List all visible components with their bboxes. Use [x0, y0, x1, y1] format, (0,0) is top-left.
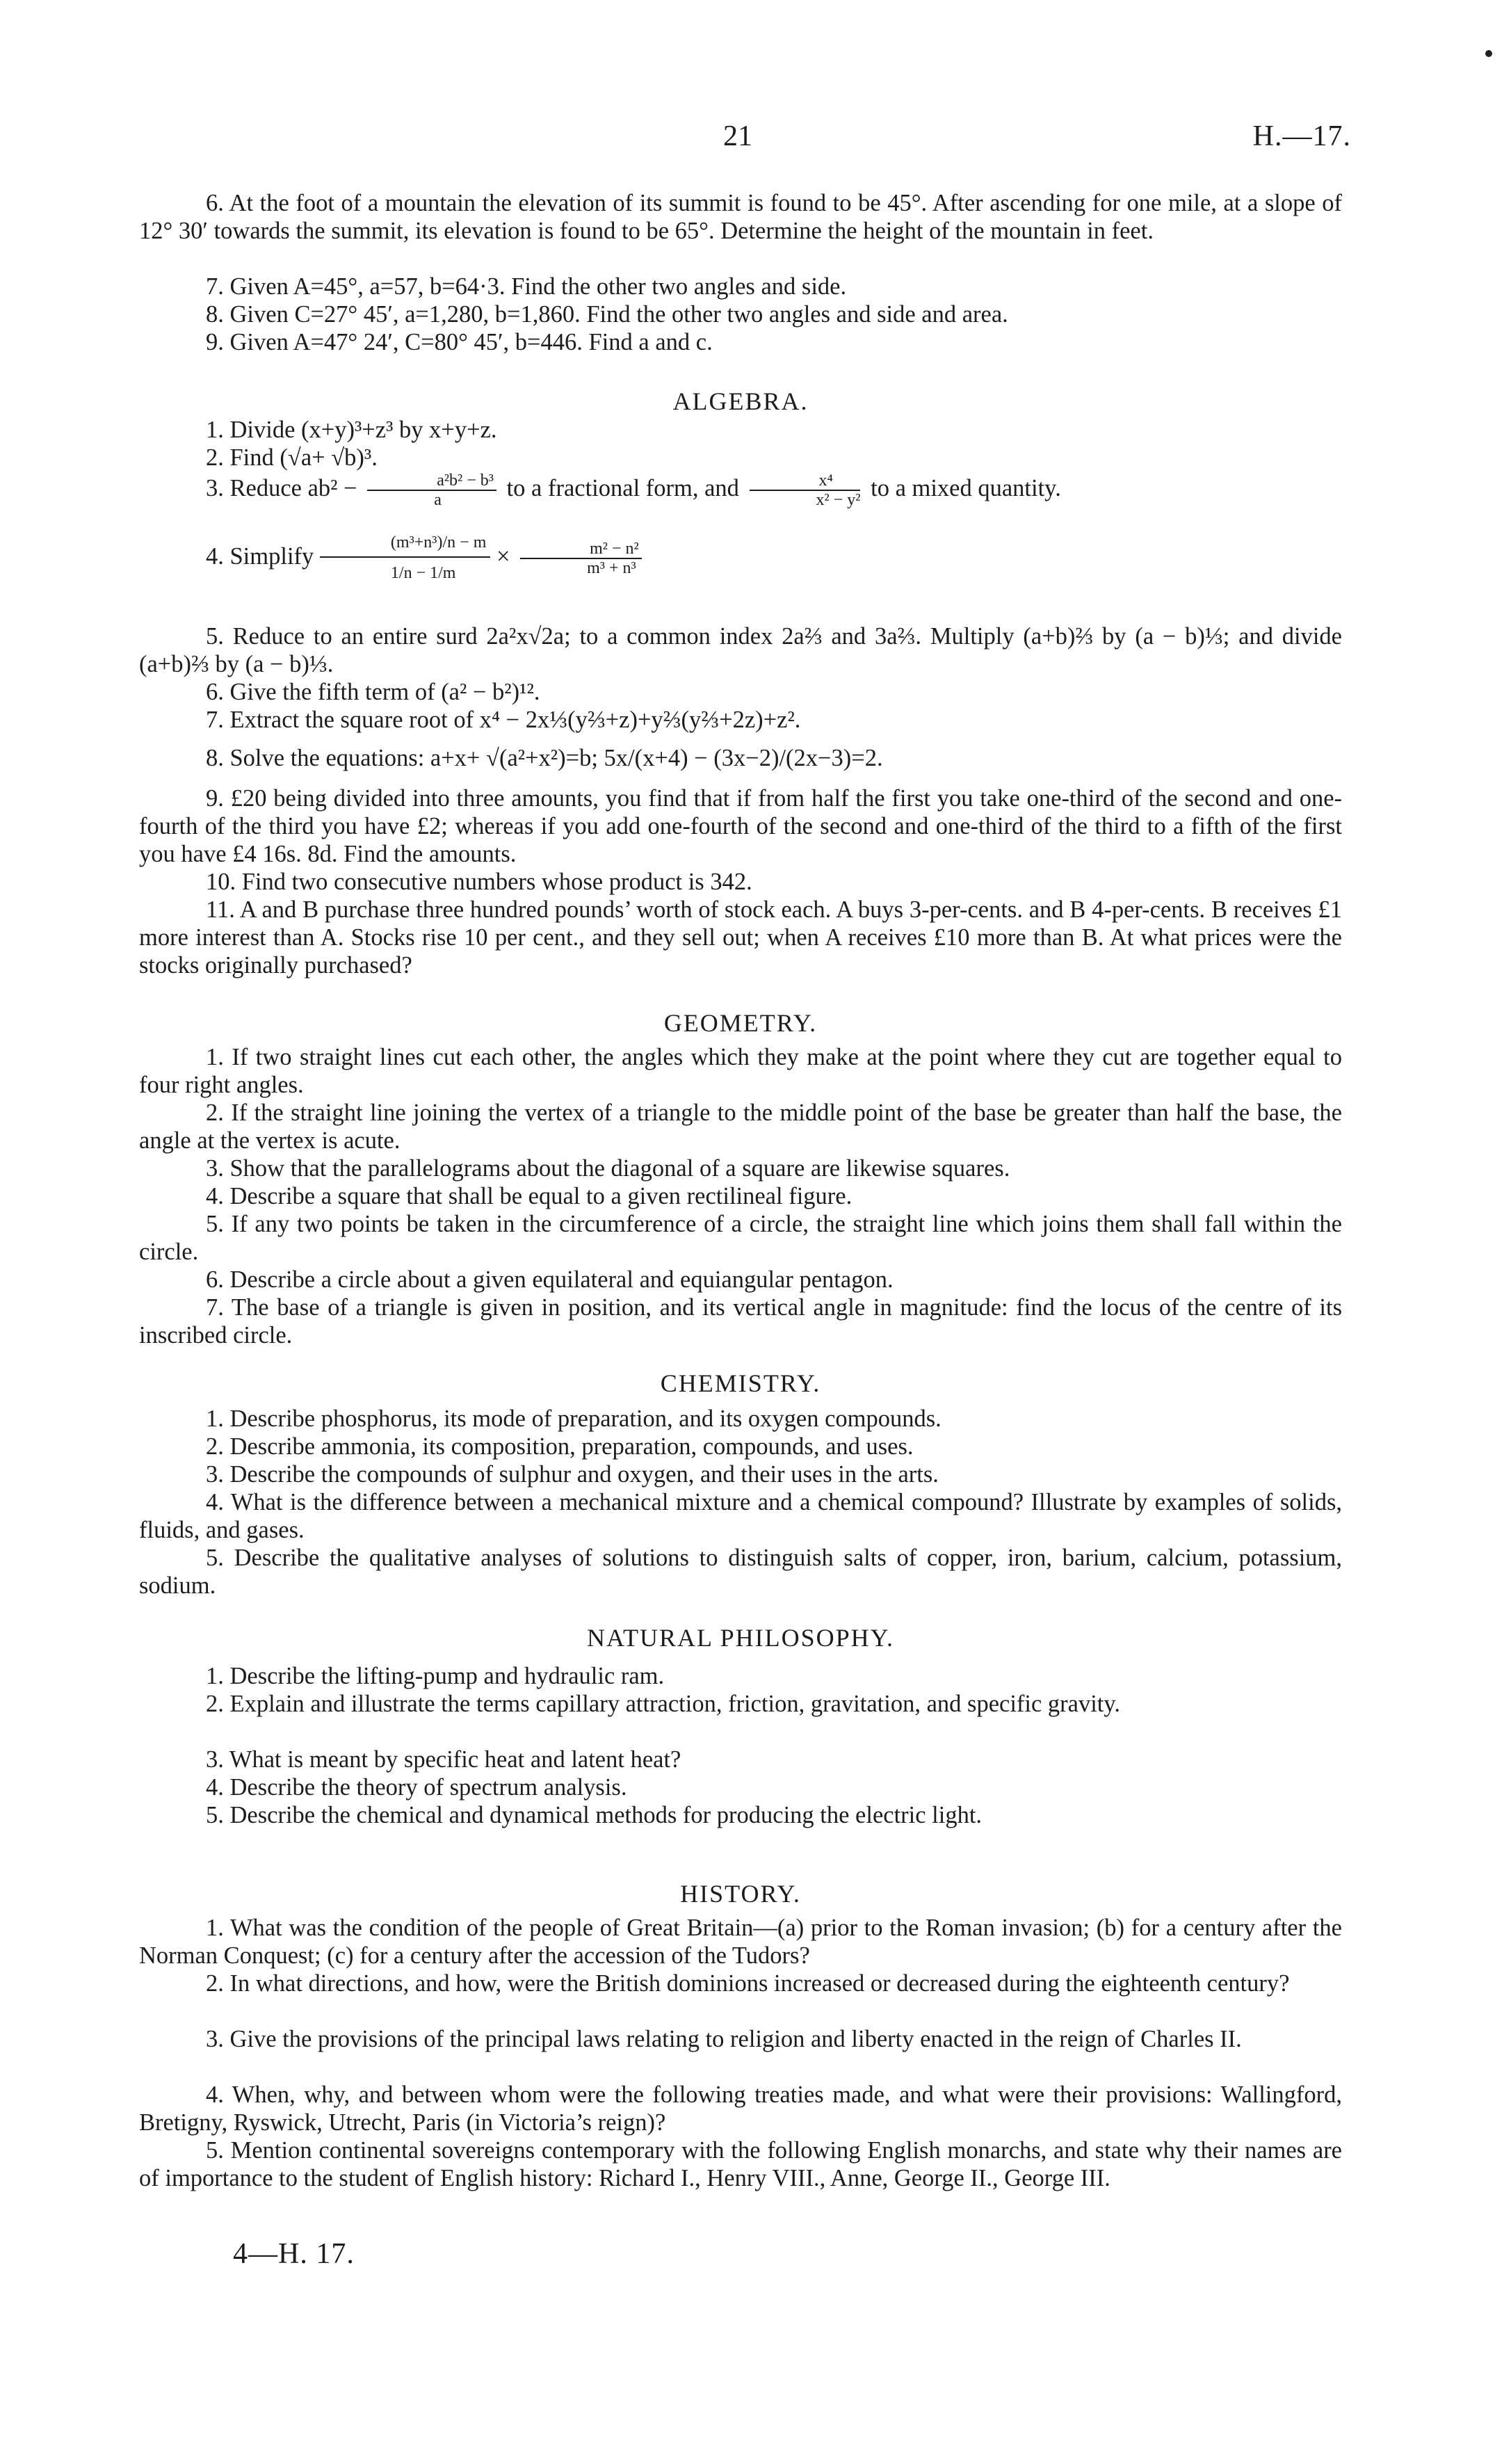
q4-top: (m³+n³)/n − m: [320, 529, 490, 558]
q3-text-c: to a mixed quantity.: [871, 474, 1061, 501]
geometry-question-7: 7. The base of a triangle is given in position, and its vertical angle in magnitude: find the locus of the centre of its inscribed circle.: [139, 1294, 1342, 1348]
trig-question-9: 9. Given A=47° 24′, C=80° 45′, b=446. Find a and c.: [206, 329, 713, 355]
section-title-geometry: GEOMETRY.: [663, 1009, 818, 1037]
printer-dot: [1485, 50, 1492, 57]
q3-text-a: 3. Reduce ab² −: [206, 474, 357, 501]
chemistry-question-5: 5. Describe the qualitative analyses of solutions to distinguish salts of copper, iron, barium, calcium, potassium, sodium.: [139, 1545, 1342, 1599]
algebra-question-8: 8. Solve the equations: a+x+ √(a²+x²)=b; 5x/(x+4) − (3x−2)/(2x−3)=2.: [206, 745, 883, 771]
trig-question-6: 6. At the foot of a mountain the elevation of its summit is found to be 45°. After ascending for one mile, at a slope of 12° 30′ towards the summit, its elevation is found to be 65°. Determine the height of the mountain in feet.: [139, 190, 1342, 244]
algebra-question-5: 5. Reduce to an entire surd 2a²x√2a; to a common index 2a⅔ and 3a⅔. Multiply (a+b)⅔ by (a − b)⅓; and divide (a+b)⅔ by (a − b)⅓.: [139, 623, 1342, 677]
document-reference: H.—17.: [1252, 120, 1351, 152]
page-header: [0, 120, 1511, 161]
chemistry-question-4: 4. What is the difference between a mechanical mixture and a chemical compound? Illustrate by examples of solids, fluids, and gases.: [139, 1489, 1342, 1543]
q4-complex-fraction: [320, 529, 490, 588]
q3-frac-num: a²b² − b³: [367, 472, 496, 491]
geometry-question-3: 3. Show that the parallelograms about the diagonal of a square are likewise squares.: [206, 1155, 1010, 1182]
q4-frac-num: m² − n²: [520, 540, 642, 559]
algebra-question-7: 7. Extract the square root of x⁴ − 2x⅓(y⅔+z)+y⅔(y⅔+2z)+z².: [206, 707, 801, 733]
q4-times: ×: [496, 542, 510, 570]
q4-text: 4. Simplify: [206, 542, 314, 570]
q3-frac2-num: x⁴: [750, 472, 861, 491]
algebra-question-9: 9. £20 being divided into three amounts, you find that if from half the first you take one-third of the second and one-fourth of the third you have £2; whereas if you add one-fourth of the second and one-third of the third to a fifth of the first you have £4 16s. 8d. Find the amounts.: [139, 785, 1342, 867]
algebra-question-2: 2. Find (√a+ √b)³.: [206, 444, 378, 471]
geometry-question-5: 5. If any two points be taken in the circumference of a circle, the straight line which joins them shall fall within the circle.: [139, 1211, 1342, 1265]
history-question-5: 5. Mention continental sovereigns contemporary with the following English monarchs, and state why their names are of importance to the student of English history: Richard I., Henry VIII., Anne, George II., George III.: [139, 2137, 1342, 2191]
natphil-question-2: 2. Explain and illustrate the terms capillary attraction, friction, gravitation, and specific gravity.: [206, 1691, 1121, 1717]
section-title-chemistry: CHEMISTRY.: [660, 1369, 821, 1397]
trig-question-8: 8. Given C=27° 45′, a=1,280, b=1,860. Find the other two angles and side and area.: [206, 301, 1008, 328]
trig-question-7: 7. Given A=45°, a=57, b=64·3. Find the other two angles and side.: [206, 273, 847, 300]
q4-frac-den: m³ + n³: [587, 559, 636, 577]
q3-fraction: [367, 472, 496, 509]
geometry-question-1: 1. If two straight lines cut each other, the angles which they make at the point where they cut are together equal to four right angles.: [139, 1044, 1342, 1098]
q3-fraction-2: [750, 472, 861, 509]
history-question-3: 3. Give the provisions of the principal laws relating to religion and liberty enacted in the reign of Charles II.: [206, 2026, 1242, 2052]
natphil-question-3: 3. What is meant by specific heat and latent heat?: [206, 1746, 681, 1773]
history-question-4: 4. When, why, and between whom were the following treaties made, and what were their provisions: Wallingford, Bretigny, Ryswick, Utrecht, Paris (in Victoria’s reign)?: [139, 2081, 1342, 2136]
section-title-algebra: ALGEBRA.: [672, 387, 809, 415]
q4-bottom: 1/n − 1/m: [390, 564, 456, 582]
chemistry-question-3: 3. Describe the compounds of sulphur and oxygen, and their uses in the arts.: [206, 1461, 939, 1488]
page-number: 21: [723, 120, 752, 152]
natphil-question-4: 4. Describe the theory of spectrum analysis.: [206, 1774, 627, 1801]
algebra-question-1: 1. Divide (x+y)³+z³ by x+y+z.: [206, 417, 497, 443]
geometry-question-4: 4. Describe a square that shall be equal to a given rectilineal figure.: [206, 1183, 853, 1209]
section-title-natural-philosophy: NATURAL PHILOSOPHY.: [586, 1624, 895, 1652]
q3-text-b: to a fractional form, and: [506, 474, 739, 501]
q3-frac-den: a: [434, 491, 442, 509]
natphil-question-1: 1. Describe the lifting-pump and hydraulic ram.: [206, 1663, 665, 1689]
algebra-question-10: 10. Find two consecutive numbers whose product is 342.: [206, 869, 752, 895]
history-question-2: 2. In what directions, and how, were the British dominions increased or decreased during the eighteenth century?: [206, 1970, 1290, 1997]
q3-frac2-den: x² − y²: [816, 491, 861, 509]
algebra-question-3: [139, 472, 1342, 509]
algebra-question-11: 11. A and B purchase three hundred pounds’ worth of stock each. A buys 3-per-cents. and B 4-per-cents. B receives £1 more interest than A. Stocks rise 10 per cent., and they sell out; when A receives £10 more than B. At what prices were the stocks originally purchased?: [139, 896, 1342, 979]
section-title-history: HISTORY.: [680, 1880, 801, 1908]
natphil-question-5: 5. Describe the chemical and dynamical methods for producing the electric light.: [206, 1802, 983, 1828]
geometry-question-6: 6. Describe a circle about a given equilateral and equiangular pentagon.: [206, 1266, 894, 1293]
history-question-1: 1. What was the condition of the people of Great Britain—(a) prior to the Roman invasion; (b) for a century after the Norman Conquest; (c) for a century after the accession of the Tudors?: [139, 1915, 1342, 1969]
algebra-question-6: 6. Give the fifth term of (a² − b²)¹².: [206, 679, 540, 705]
footer-signature-code: 4—H. 17.: [233, 2238, 355, 2270]
chemistry-question-1: 1. Describe phosphorus, its mode of preparation, and its oxygen compounds.: [206, 1406, 942, 1432]
q4-fraction: [520, 540, 642, 577]
chemistry-question-2: 2. Describe ammonia, its composition, preparation, compounds, and uses.: [206, 1433, 914, 1460]
geometry-question-2: 2. If the straight line joining the vertex of a triangle to the middle point of the base be greater than half the base, the angle at the vertex is acute.: [139, 1100, 1342, 1154]
algebra-question-4: [139, 529, 1342, 588]
